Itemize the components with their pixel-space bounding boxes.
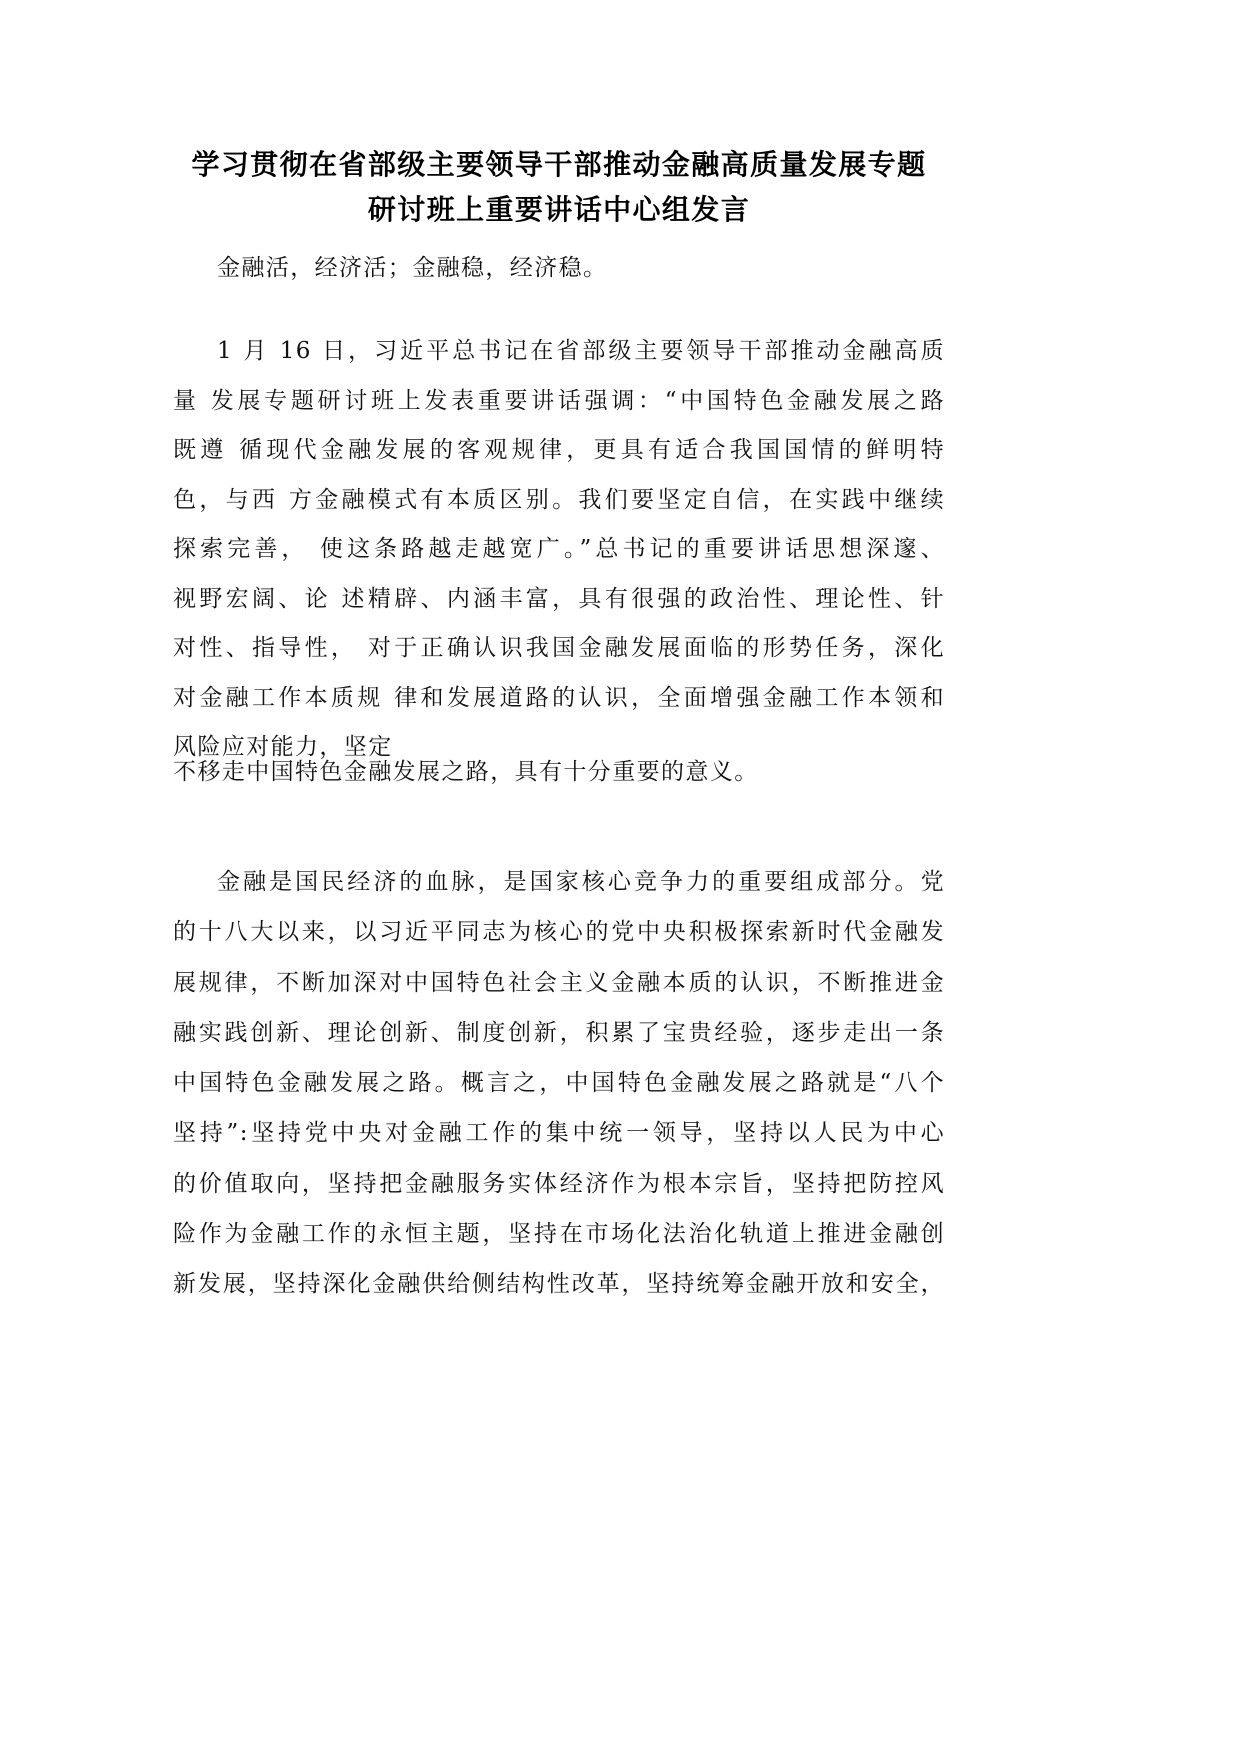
paragraph-line: 坚持”:坚持党中央对金融工作的集中统一领导，坚持以人民为中心 xyxy=(173,1120,945,1147)
paragraph-line: 色，与西 方金融模式有本质区别。我们要坚定自信，在实践中继续 xyxy=(173,486,945,513)
paragraph-line: 既遵 循现代金融发展的客观规律，更具有适合我国国情的鲜明特 xyxy=(173,437,945,463)
paragraph-line: 中国特色金融发展之路。概言之，中国特色金融发展之路就是“八个 xyxy=(173,1070,945,1096)
document-title xyxy=(173,142,945,232)
paragraph-line: 金融是国民经济的血脉，是国家核心竞争力的重要组成部分。党 xyxy=(217,869,945,895)
title-line: 学习贯彻在省部级主要领导干部推动金融高质量发展专题 xyxy=(191,148,927,181)
paragraph-opening xyxy=(173,243,945,293)
paragraph-line: 视野宏阔、论 述精辟、内涵丰富，具有很强的政治性、理论性、针 xyxy=(173,585,945,612)
paragraph-line: 1 月 16 日，习近平总书记在省部级主要领导干部推动金融高质 xyxy=(217,338,945,364)
paragraph-line: 不移走中国特色金融发展之路，具有十分重要的意义。 xyxy=(173,759,759,785)
paragraph-line: 风险应对能力，坚定 xyxy=(173,734,393,760)
title-line: 研讨班上重要讲话中心组发言 xyxy=(367,193,751,226)
paragraph-line: 对金融工作本质规 律和发展道路的认识，全面增强金融工作本领和 xyxy=(173,684,945,711)
paragraph-line: 对性、指导性， 对于正确认识我国金融发展面临的形势任务，深化 xyxy=(173,635,945,661)
paragraph-line: 金融活，经济活；金融稳，经济稳。 xyxy=(217,255,608,281)
paragraph-line: 的十八大以来，以习近平同志为核心的党中央积极探索新时代金融发 xyxy=(173,919,945,946)
paragraph-line: 的价值取向，坚持把金融服务实体经济作为根本宗旨，坚持把防控风 xyxy=(173,1170,945,1197)
paragraph-line: 展规律，不断加深对中国特色社会主义金融本质的认识，不断推进金 xyxy=(173,969,945,996)
paragraph-line: 融实践创新、理论创新、制度创新，积累了宝贵经验，逐步走出一条 xyxy=(173,1019,945,1046)
paragraph-line: 险作为金融工作的永恒主题，坚持在市场化法治化轨道上推进金融创 xyxy=(173,1220,945,1247)
paragraph-line: 量 发展专题研讨班上发表重要讲话强调：“中国特色金融发展之路 xyxy=(173,387,945,414)
paragraph-speech-summary xyxy=(173,327,945,798)
paragraph-eight-persistences xyxy=(173,857,945,1309)
paragraph-line: 新发展，坚持深化金融供给侧结构性改革，坚持统筹金融开放和安全， xyxy=(173,1271,945,1297)
paragraph-line: 探索完善， 使这条路越走越宽广。”总书记的重要讲话思想深邃、 xyxy=(173,536,945,562)
